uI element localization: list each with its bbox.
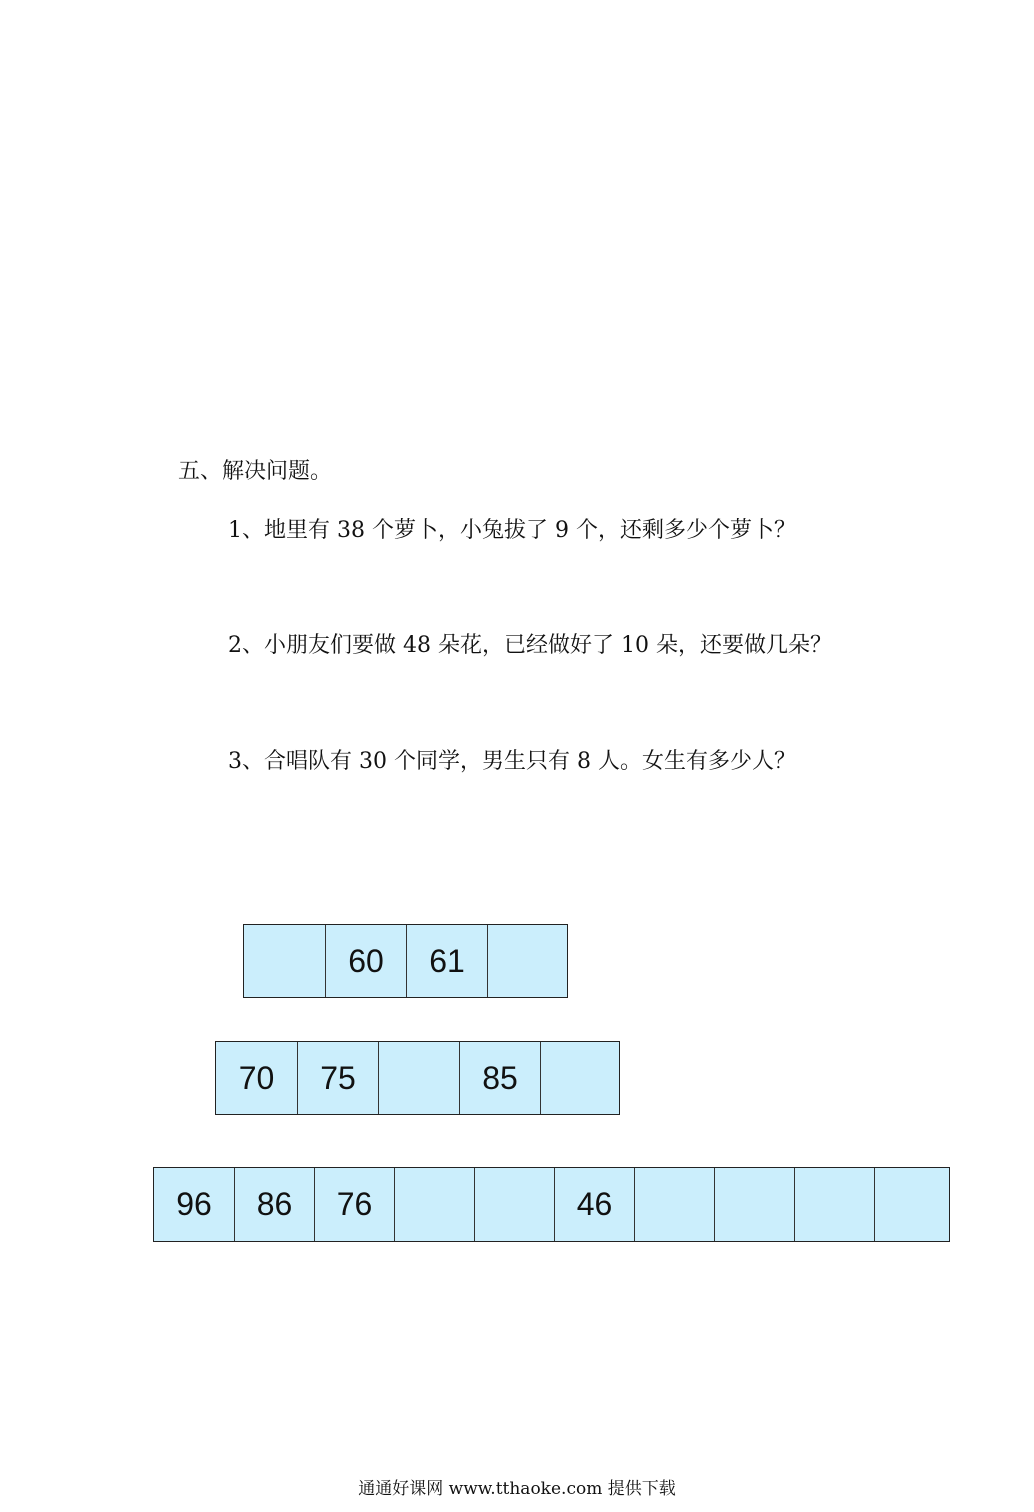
number-sequence-1 [243,924,568,998]
problem-3: 3、合唱队有 30 个同学，男生只有 8 人。女生有多少人？ [228,749,796,774]
sequence-cell: 75 [297,1042,378,1114]
number-sequence-2 [215,1041,620,1115]
sequence-cell: 70 [238,1059,275,1096]
section-heading: 五、解决问题。 [178,459,333,484]
sequence-cell[interactable] [487,925,567,997]
sequence-cell[interactable] [794,1168,874,1241]
sequence-cell: 86 [234,1168,314,1241]
problem-1: 1、地里有 38 个萝卜，小兔拔了 9 个，还剩多少个萝卜？ [228,518,796,543]
problem-2: 2、小朋友们要做 48 朵花，已经做好了 10 朵，还要做几朵？ [228,633,832,658]
sequence-cell[interactable] [244,925,325,997]
number-sequence-3 [153,1167,950,1242]
sequence-cell: 46 [554,1168,634,1241]
sequence-cell[interactable] [378,1042,459,1114]
sequence-cell[interactable] [634,1168,714,1241]
page-footer: 通通好课网 www.tthaoke.com 提供下载 [358,1479,676,1499]
sequence-cell[interactable] [874,1168,949,1241]
sequence-cell[interactable] [474,1168,554,1241]
sequence-cell: 96 [176,1186,212,1222]
sequence-cell[interactable] [714,1168,794,1241]
sequence-cell: 76 [314,1168,394,1241]
sequence-cell: 60 [325,925,406,997]
sequence-cell: 85 [459,1042,540,1114]
sequence-cell[interactable] [394,1168,474,1241]
sequence-cell[interactable] [540,1042,619,1114]
sequence-cell: 61 [406,925,487,997]
